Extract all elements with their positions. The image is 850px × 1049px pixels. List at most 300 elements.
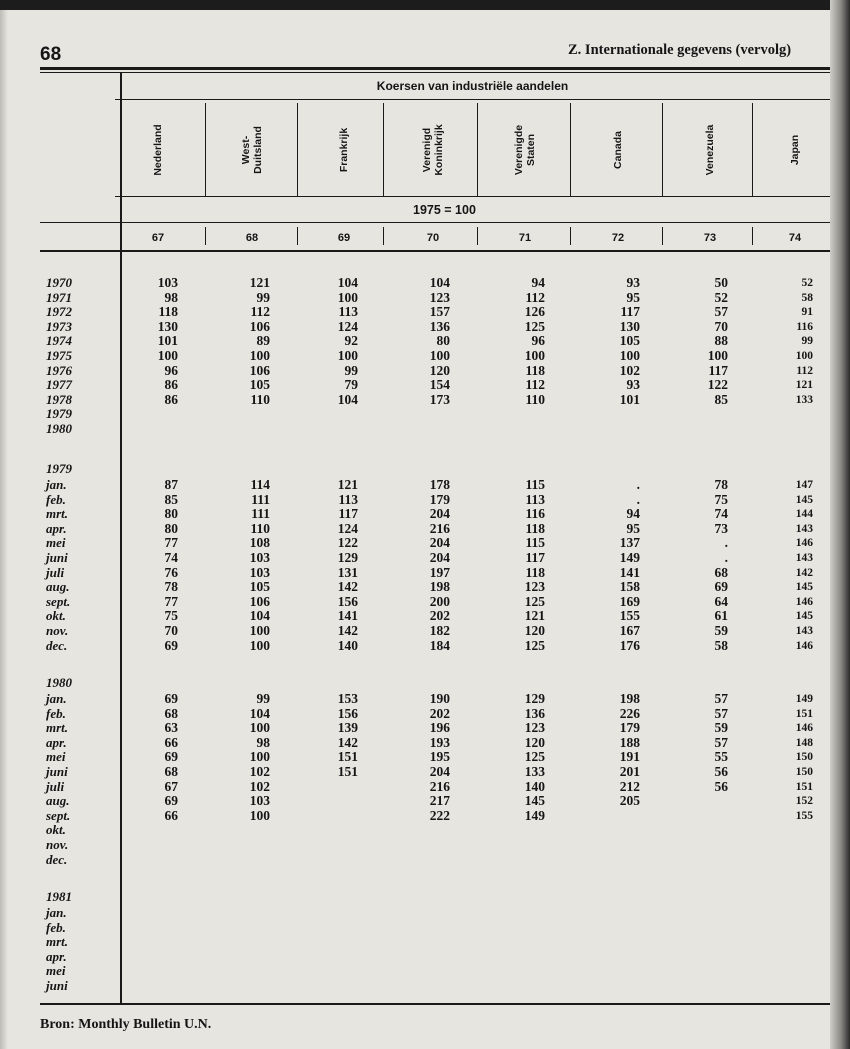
table-cell: 98 xyxy=(164,289,178,305)
row-label-month: okt. xyxy=(46,608,66,624)
row-label-month: nov. xyxy=(46,623,69,638)
table-cell: 125 xyxy=(524,637,545,653)
table-cell: 182 xyxy=(429,623,450,638)
table-cell: 120 xyxy=(524,734,545,750)
table-cell: 143 xyxy=(795,522,813,535)
row-label-month: mei xyxy=(46,535,66,551)
table-cell: 151 xyxy=(795,780,813,793)
table-cell: 102 xyxy=(249,778,270,794)
table-cell: 113 xyxy=(338,304,358,320)
table-cell: 179 xyxy=(429,491,450,507)
table-cell: 104 xyxy=(429,275,450,290)
table-cell: 55 xyxy=(714,749,728,765)
table-cell: 100 xyxy=(249,348,270,363)
base-rule xyxy=(115,196,830,197)
scan-left-edge xyxy=(0,10,8,1049)
table-cell: 99 xyxy=(256,691,270,706)
table-cell: 79 xyxy=(344,377,358,393)
table-cell: 157 xyxy=(429,304,450,320)
table-cell: . xyxy=(724,535,728,551)
table-cell: 190 xyxy=(429,691,450,706)
base-note: 1975 = 100 xyxy=(413,203,476,217)
table-cell: 105 xyxy=(249,579,270,595)
table-cell: 99 xyxy=(344,362,358,378)
table-cell: 112 xyxy=(525,289,545,305)
table-cell: 201 xyxy=(619,764,640,779)
table-cell: 196 xyxy=(429,720,450,736)
table-cell: 118 xyxy=(158,304,178,320)
table-cell: 121 xyxy=(337,477,358,492)
table-cell: 205 xyxy=(619,793,640,809)
bottom-rule xyxy=(40,1003,830,1005)
row-label-year: 1978 xyxy=(46,391,72,407)
source-note: Bron: Monthly Bulletin U.N. xyxy=(40,1017,212,1032)
block-year-label: 1981 xyxy=(46,889,72,904)
row-label-month: aug. xyxy=(46,579,70,595)
table-cell: 136 xyxy=(524,705,545,721)
table-cell: 99 xyxy=(256,289,270,305)
table-cell: 106 xyxy=(249,318,270,334)
table-cell: 78 xyxy=(714,477,728,492)
table-cell: 105 xyxy=(619,333,640,349)
column-number: 73 xyxy=(703,232,717,244)
table-cell: 122 xyxy=(337,535,358,551)
table-cell: 129 xyxy=(337,550,358,565)
table-cell: 121 xyxy=(795,379,813,392)
table-cell: 149 xyxy=(619,550,640,565)
column-header-japan: Japan xyxy=(789,134,801,166)
table-cell: 179 xyxy=(619,720,640,736)
table-cell: 110 xyxy=(250,520,270,536)
column-header-verenigd-koninkrijk: Verenigd Koninkrijk xyxy=(421,124,445,176)
table-cell: 136 xyxy=(429,318,450,334)
table-cell: 142 xyxy=(337,734,358,750)
column-number: 74 xyxy=(788,232,802,244)
table-cell: 76 xyxy=(164,564,178,580)
table-cell: 104 xyxy=(249,608,270,624)
table-cell: 118 xyxy=(525,520,545,536)
table-cell: 68 xyxy=(164,764,178,779)
table-cell: 100 xyxy=(795,350,813,362)
column-separator xyxy=(297,103,298,196)
table-cell: 100 xyxy=(619,348,640,363)
table-cell: 56 xyxy=(714,764,728,779)
table-cell: 137 xyxy=(619,535,640,551)
table-cell: 116 xyxy=(525,506,545,522)
page-number: 68 xyxy=(40,44,62,65)
table-cell: 217 xyxy=(429,793,450,809)
table-cell: 125 xyxy=(524,318,545,334)
table-cell: 68 xyxy=(164,705,178,721)
column-separator xyxy=(570,103,571,196)
column-header-verenigde-staten: Verenigde Staten xyxy=(513,124,537,176)
table-cell: 113 xyxy=(338,491,358,507)
row-label-month: mrt. xyxy=(46,720,69,736)
table-cell: 149 xyxy=(795,693,813,705)
table-cell: 80 xyxy=(436,333,450,349)
table-cell: 113 xyxy=(525,491,545,507)
table-cell: 58 xyxy=(801,291,813,304)
table-cell: 93 xyxy=(626,377,640,393)
column-number-separator xyxy=(383,227,384,245)
table-cell: 108 xyxy=(249,535,270,551)
table-cell: 155 xyxy=(795,809,813,822)
table-cell: 195 xyxy=(429,749,450,765)
table-cell: . xyxy=(636,491,640,507)
table-cell: 212 xyxy=(619,778,640,794)
table-cell: 103 xyxy=(249,550,270,565)
column-separator xyxy=(752,103,753,196)
table-cell: 112 xyxy=(250,304,270,320)
table-cell: 133 xyxy=(524,764,545,779)
table-cell: 104 xyxy=(337,275,358,290)
table-cell: 93 xyxy=(626,275,640,290)
column-number: 70 xyxy=(426,232,440,244)
column-number-separator xyxy=(205,227,206,245)
table-cell: 69 xyxy=(164,691,178,706)
table-cell: 130 xyxy=(157,318,178,334)
table-cell: 57 xyxy=(714,734,728,750)
table-cell: 117 xyxy=(525,550,545,565)
table-cell: 147 xyxy=(795,479,813,491)
table-cell: 105 xyxy=(249,377,270,393)
table-cell: 120 xyxy=(524,623,545,638)
table-cell: 193 xyxy=(429,734,450,750)
table-cell: 154 xyxy=(429,377,450,393)
numbers-rule-bottom xyxy=(40,250,830,252)
column-number-separator xyxy=(570,227,571,245)
column-number-separator xyxy=(662,227,663,245)
table-cell: 123 xyxy=(524,720,545,736)
table-cell: 139 xyxy=(337,720,358,736)
row-label-year: 1977 xyxy=(46,377,72,393)
table-cell: 61 xyxy=(714,608,728,624)
table-cell: 102 xyxy=(249,764,270,779)
table-cell: 158 xyxy=(619,579,640,595)
table-cell: 95 xyxy=(626,289,640,305)
table-cell: 204 xyxy=(429,764,450,779)
table-cell: 198 xyxy=(429,579,450,595)
row-label-month: mrt. xyxy=(46,934,69,950)
table-cell: 141 xyxy=(337,608,358,624)
table-cell: 106 xyxy=(249,362,270,378)
table-cell: 80 xyxy=(164,520,178,536)
table-cell: 101 xyxy=(157,333,178,349)
table-cell: 100 xyxy=(429,348,450,363)
table-cell: 92 xyxy=(344,333,358,349)
table-cell: 98 xyxy=(256,734,270,750)
table-cell: 146 xyxy=(795,537,813,550)
table-cell: 142 xyxy=(337,623,358,638)
table-cell: 130 xyxy=(619,318,640,334)
column-number: 67 xyxy=(151,232,165,244)
table-cell: 125 xyxy=(524,593,545,609)
column-number: 68 xyxy=(245,232,259,244)
table-cell: 117 xyxy=(338,506,358,522)
row-label-year: 1974 xyxy=(46,333,72,349)
table-cell: 100 xyxy=(707,348,728,363)
row-label-month: sept. xyxy=(46,593,71,609)
table-cell: 75 xyxy=(164,608,178,624)
table-cell: 123 xyxy=(429,289,450,305)
table-cell: 144 xyxy=(795,508,813,521)
table-cell: 63 xyxy=(164,720,178,736)
table-cell: 104 xyxy=(337,391,358,407)
table-cell: 59 xyxy=(714,623,728,638)
table-cell: 94 xyxy=(531,275,545,290)
table-cell: 156 xyxy=(337,593,358,609)
table-cell: 101 xyxy=(619,391,640,407)
table-cell: 124 xyxy=(337,318,358,334)
table-cell: 141 xyxy=(619,564,640,580)
column-separator xyxy=(662,103,663,196)
table-cell: 59 xyxy=(714,720,728,736)
table-cell: 149 xyxy=(524,807,545,823)
table-cell: 188 xyxy=(619,734,640,750)
table-cell: 184 xyxy=(429,637,450,653)
table-cell: 94 xyxy=(626,506,640,522)
column-number-separator xyxy=(752,227,753,245)
table-cell: 169 xyxy=(619,593,640,609)
table-cell: 100 xyxy=(249,807,270,823)
table-cell: 80 xyxy=(164,506,178,522)
row-label-month: feb. xyxy=(46,919,66,935)
row-label-month: mei xyxy=(46,749,66,765)
row-label-month: mrt. xyxy=(46,506,69,522)
table-cell: 56 xyxy=(714,778,728,794)
table-cell: . xyxy=(636,477,640,492)
row-label-month: feb. xyxy=(46,705,66,721)
column-number-separator xyxy=(297,227,298,245)
row-label-month: aug. xyxy=(46,793,70,809)
table-cell: 87 xyxy=(164,477,178,492)
table-cell: 204 xyxy=(429,550,450,565)
column-separator xyxy=(383,103,384,196)
table-cell: 176 xyxy=(619,637,640,653)
table-cell: 111 xyxy=(251,506,270,522)
table-cell: 202 xyxy=(429,608,450,624)
table-cell: 85 xyxy=(714,391,728,407)
table-cell: 88 xyxy=(714,333,728,349)
row-label-month: apr. xyxy=(46,734,67,750)
table-cell: 57 xyxy=(714,304,728,320)
column-header-canada: Canada xyxy=(612,131,624,169)
table-cell: 112 xyxy=(796,364,813,377)
table-cell: 167 xyxy=(619,623,640,638)
table-cell: 204 xyxy=(429,535,450,551)
table-cell: 173 xyxy=(429,391,450,407)
row-label-year: 1973 xyxy=(46,318,72,334)
table-cell: 67 xyxy=(164,778,178,794)
row-label-month: juni xyxy=(46,764,68,779)
scan-top-border xyxy=(0,0,850,10)
table-cell: 110 xyxy=(250,391,270,407)
column-number: 72 xyxy=(611,232,625,244)
row-label-year: 1971 xyxy=(46,289,72,305)
row-label-year: 1976 xyxy=(46,362,72,378)
table-cell: 151 xyxy=(337,764,358,779)
table-cell: 64 xyxy=(714,593,728,609)
table-cell: 140 xyxy=(337,637,358,653)
table-cell: 100 xyxy=(157,348,178,363)
row-label-month: sept. xyxy=(46,807,71,823)
table-cell: 102 xyxy=(619,362,640,378)
table-cell: 66 xyxy=(164,734,178,750)
table-cell: 74 xyxy=(164,550,178,565)
table-cell: 143 xyxy=(795,625,813,637)
table-cell: 110 xyxy=(525,391,545,407)
row-label-month: mei xyxy=(46,963,66,979)
table-cell: 118 xyxy=(525,564,545,580)
row-label-year: 1979 xyxy=(46,406,72,422)
table-cell: 104 xyxy=(249,705,270,721)
table-cell: 78 xyxy=(164,579,178,595)
table-cell: 204 xyxy=(429,506,450,522)
column-number: 69 xyxy=(337,232,351,244)
column-header-west-duitsland: West- Duitsland xyxy=(240,126,264,174)
row-label-year: 1980 xyxy=(46,421,72,436)
table-cell: 57 xyxy=(714,691,728,706)
table-cell: 52 xyxy=(801,277,813,289)
table-cell: 77 xyxy=(164,593,178,609)
block-year-label: 1980 xyxy=(46,675,72,690)
table-cell: 100 xyxy=(249,749,270,765)
table-cell: . xyxy=(724,550,728,565)
table-cell: 125 xyxy=(524,749,545,765)
table-cell: 66 xyxy=(164,807,178,823)
table-cell: 100 xyxy=(249,720,270,736)
row-label-month: juni xyxy=(46,550,68,565)
table-cell: 197 xyxy=(429,564,450,580)
table-cell: 131 xyxy=(337,564,358,580)
row-label-month: juli xyxy=(46,564,65,580)
table-cell: 146 xyxy=(795,722,813,735)
column-header-nederland: Nederland xyxy=(152,124,164,176)
numbers-rule-top xyxy=(40,222,830,223)
table-cell: 96 xyxy=(531,333,545,349)
table-cell: 99 xyxy=(801,335,813,348)
column-separator xyxy=(205,103,206,196)
table-cell: 68 xyxy=(714,564,728,580)
table-cell: 89 xyxy=(256,333,270,349)
table-cell: 145 xyxy=(524,793,545,809)
table-cell: 202 xyxy=(429,705,450,721)
row-label-month: jan. xyxy=(46,905,67,920)
row-label-month: feb. xyxy=(46,491,66,507)
table-cell: 116 xyxy=(796,320,813,333)
table-cell: 75 xyxy=(714,491,728,507)
table-cell: 100 xyxy=(249,623,270,638)
table-cell: 103 xyxy=(157,275,178,290)
table-cell: 153 xyxy=(337,691,358,706)
table-cell: 129 xyxy=(524,691,545,706)
row-label-year: 1972 xyxy=(46,304,72,320)
column-number-separator xyxy=(477,227,478,245)
table-cell: 103 xyxy=(249,793,270,809)
table-cell: 52 xyxy=(714,289,728,305)
table-cell: 86 xyxy=(164,391,178,407)
row-label-month: dec. xyxy=(46,851,68,867)
row-label-year: 1970 xyxy=(46,275,72,290)
table-cell: 70 xyxy=(714,318,728,334)
table-cell: 96 xyxy=(164,362,178,378)
table-cell: 100 xyxy=(337,289,358,305)
table-cell: 133 xyxy=(795,393,813,406)
table-cell: 70 xyxy=(164,623,178,638)
table-cell: 69 xyxy=(164,793,178,809)
row-label-month: nov. xyxy=(46,837,69,852)
table-cell: 100 xyxy=(249,637,270,653)
table-cell: 77 xyxy=(164,535,178,551)
scan-right-edge xyxy=(830,0,850,1049)
table-cell: 69 xyxy=(714,579,728,595)
column-number: 71 xyxy=(518,232,532,244)
table-cell: 74 xyxy=(714,506,728,522)
table-cell: 118 xyxy=(525,362,545,378)
table-caption: Koersen van industriële aandelen xyxy=(376,79,569,93)
table-cell: 156 xyxy=(337,705,358,721)
table-cell: 142 xyxy=(337,579,358,595)
table-cell: 103 xyxy=(249,564,270,580)
table-cell: 145 xyxy=(795,493,813,506)
table-cell: 122 xyxy=(707,377,728,393)
row-label-month: juli xyxy=(46,778,65,794)
table-cell: 148 xyxy=(795,736,813,749)
table-cell: 106 xyxy=(249,593,270,609)
table-cell: 85 xyxy=(164,491,178,507)
row-label-month: juni xyxy=(46,978,68,993)
table-cell: 140 xyxy=(524,778,545,794)
row-label-month: apr. xyxy=(46,948,67,964)
table-cell: 145 xyxy=(795,610,813,623)
table-cell: 191 xyxy=(619,749,640,765)
table-cell: 146 xyxy=(795,639,813,652)
table-cell: 69 xyxy=(164,749,178,765)
table-cell: 216 xyxy=(429,778,450,794)
table-cell: 115 xyxy=(525,477,545,492)
table-cell: 146 xyxy=(795,595,813,608)
table-cell: 151 xyxy=(795,707,813,720)
table-cell: 69 xyxy=(164,637,178,653)
header-rule xyxy=(40,67,830,70)
table-cell: 145 xyxy=(795,581,813,594)
table-cell: 117 xyxy=(620,304,640,320)
table-cell: 150 xyxy=(795,766,813,778)
row-label-year: 1975 xyxy=(46,348,72,363)
row-label-month: jan. xyxy=(46,691,67,706)
table-cell: 100 xyxy=(337,348,358,363)
row-label-month: jan. xyxy=(46,477,67,492)
table-cell: 120 xyxy=(429,362,450,378)
column-separator xyxy=(477,103,478,196)
table-cell: 100 xyxy=(524,348,545,363)
column-header-venezuela: Venezuela xyxy=(704,124,716,176)
row-label-month: okt. xyxy=(46,822,66,838)
caption-rule xyxy=(115,99,830,100)
table-cell: 178 xyxy=(429,477,450,492)
block-year-label: 1979 xyxy=(46,461,72,476)
table-cell: 115 xyxy=(525,535,545,551)
table-cell: 112 xyxy=(525,377,545,393)
table-cell: 123 xyxy=(524,579,545,595)
table-cell: 126 xyxy=(524,304,545,320)
table-cell: 121 xyxy=(524,608,545,624)
table-cell: 143 xyxy=(795,552,813,564)
table-cell: 226 xyxy=(619,705,640,721)
table-cell: 200 xyxy=(429,593,450,609)
table-cell: 57 xyxy=(714,705,728,721)
table-cell: 151 xyxy=(337,749,358,765)
